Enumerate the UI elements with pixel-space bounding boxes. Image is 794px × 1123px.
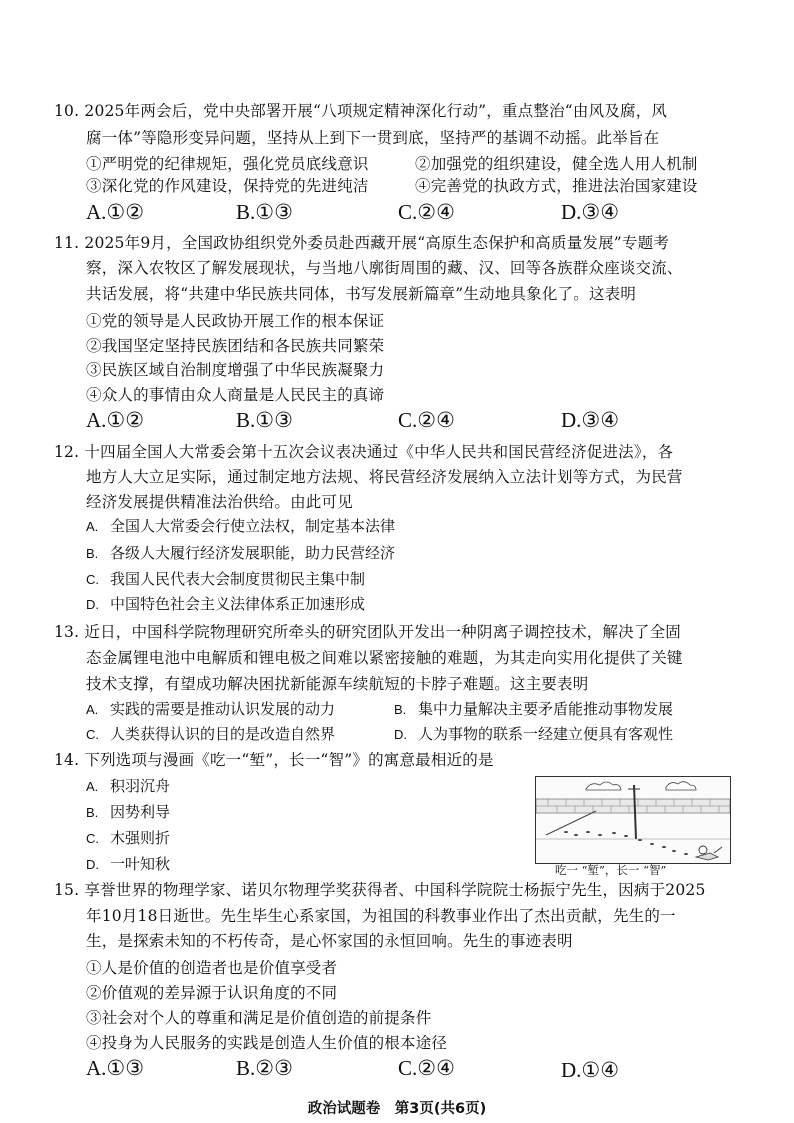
cartoon-illustration [535, 776, 731, 864]
q10-choice-b: B.①③ [236, 200, 293, 224]
q13-option-b: B. 集中力量解决主要矛盾能推动事物发展 [394, 700, 674, 718]
q15-statement-4: ④投身为人民服务的实践是创造人生价值的根本途径 [86, 1034, 448, 1052]
q10-statement-3: ③深化党的作风建设，保持党的先进纯洁 [86, 177, 369, 195]
q12-option-b: B. 各级人大履行经济发展职能，助力民营经济 [86, 544, 396, 562]
q15-stem-line1: 15. 享誉世界的物理学家、诺贝尔物理学奖获得者、中国科学院院士杨振宁先生，因病于2025 [54, 881, 706, 899]
q11-stem-line3: 共话发展，将“共建中华民族共同体，书写发展新篇章”生动地具象化了。这表明 [86, 285, 637, 303]
q10-statement-2: ②加强党的组织建设，健全选人用人机制 [415, 155, 698, 173]
q10-choice-a: A.①② [86, 200, 145, 224]
q10-choice-c: C.②④ [398, 200, 455, 224]
q11-statement-4: ④众人的事情由众人商量是人民民主的真谛 [86, 386, 385, 404]
q10-stem-line2: 腐一体”等隐形变异问题，坚持从上到下一贯到底，坚持严的基调不动摇。此举旨在 [86, 129, 660, 147]
q11-stem-line2: 察，深入农牧区了解发展现状，与当地八廓街周围的藏、汉、回等各族群众座谈交流、 [86, 259, 683, 277]
q11-choice-b: B.①③ [236, 408, 293, 432]
q11-statement-1: ①党的领导是人民政协开展工作的根本保证 [86, 312, 385, 330]
q11-choice-d: D.③④ [561, 408, 620, 432]
q11-choice-c: C.②④ [398, 408, 455, 432]
q15-stem-line3: 生，是探索未知的不朽传奇，是心怀家国的永恒回响。先生的事迹表明 [86, 932, 573, 950]
q13-stem-line2: 态金属锂电池中电解质和锂电极之间难以紧密接触的难题，为其走向实用化提供了关键 [86, 649, 683, 667]
q12-option-c: C. 我国人民代表大会制度贯彻民主集中制 [86, 570, 366, 588]
q15-choice-b: B.②③ [236, 1056, 293, 1080]
q10-statement-4: ④完善党的执政方式，推进法治国家建设 [415, 177, 698, 195]
q15-stem-line2: 年10月18日逝世。先生毕生心系家国，为祖国的科教事业作出了杰出贡献，先生的一 [86, 907, 676, 925]
q12-option-d: D. 中国特色社会主义法律体系正加速形成 [86, 595, 366, 613]
q13-option-c: C. 人类获得认识的目的是改造自然界 [86, 725, 336, 743]
q11-statement-2: ②我国坚定坚持民族团结和各民族共同繁荣 [86, 337, 385, 355]
q12-stem-line1: 12. 十四届全国人大常委会第十五次会议表决通过《中华人民共和国民营经济促进法》，各 [54, 443, 674, 461]
q13-option-d: D. 人为事物的联系一经建立便具有客观性 [394, 725, 674, 743]
cartoon-caption: 吃一 “堑”，长一 “智” [555, 863, 667, 877]
page-footer: 政治试题卷 第3页(共6页) [307, 1101, 487, 1117]
q12-stem-line3: 经济发展提供精准法治供给。由此可见 [86, 493, 353, 511]
q15-statement-1: ①人是价值的创造者也是价值享受者 [86, 959, 338, 977]
q13-stem-line1: 13. 近日，中国科学院物理研究所牵头的研究团队开发出一种阴离子调控技术，解决了全固 [54, 623, 681, 641]
q12-option-a: A. 全国人大常委会行使立法权，制定基本法律 [86, 517, 396, 535]
q15-choice-a: A.①③ [86, 1056, 145, 1080]
q15-choice-d: D.①④ [561, 1058, 620, 1082]
q10-stem-line1: 10. 2025年两会后，党中央部署开展“八项规定精神深化行动”，重点整治“由风及腐，风 [54, 102, 668, 120]
q12-stem-line2: 地方人大立足实际，通过制定地方法规、将民营经济发展纳入立法计划等方式，为民营 [86, 468, 683, 486]
q13-stem-line3: 技术支撑，有望成功解决困扰新能源车续航短的卡脖子难题。这主要表明 [86, 675, 589, 693]
q11-statement-3: ③民族区域自治制度增强了中华民族凝聚力 [86, 361, 385, 379]
q15-statement-2: ②价值观的差异源于认识角度的不同 [86, 984, 338, 1002]
q11-choice-a: A.①② [86, 408, 145, 432]
q15-choice-c: C.②④ [398, 1056, 455, 1080]
q15-statement-3: ③社会对个人的尊重和满足是价值创造的前提条件 [86, 1009, 432, 1027]
q14-option-c: C. 木强则折 [86, 829, 171, 847]
q14-option-b: B. 因势利导 [86, 803, 171, 821]
q11-stem-line1: 11. 2025年9月，全国政协组织党外委员赴西藏开展“高原生态保护和高质量发展”专题考 [54, 234, 670, 252]
q14-stem-line1: 14. 下列选项与漫画《吃一“堑”，长一“智”》的寓意最相近的是 [54, 751, 494, 769]
q10-statement-1: ①严明党的纪律规矩，强化党员底线意识 [86, 155, 369, 173]
q13-option-a: A. 实践的需要是推动认识发展的动力 [86, 700, 336, 718]
q14-option-d: D. 一叶知秋 [86, 855, 171, 873]
q14-option-a: A. 积羽沉舟 [86, 777, 171, 795]
cartoon-drawing [536, 777, 730, 863]
q10-choice-d: D.③④ [561, 200, 620, 224]
